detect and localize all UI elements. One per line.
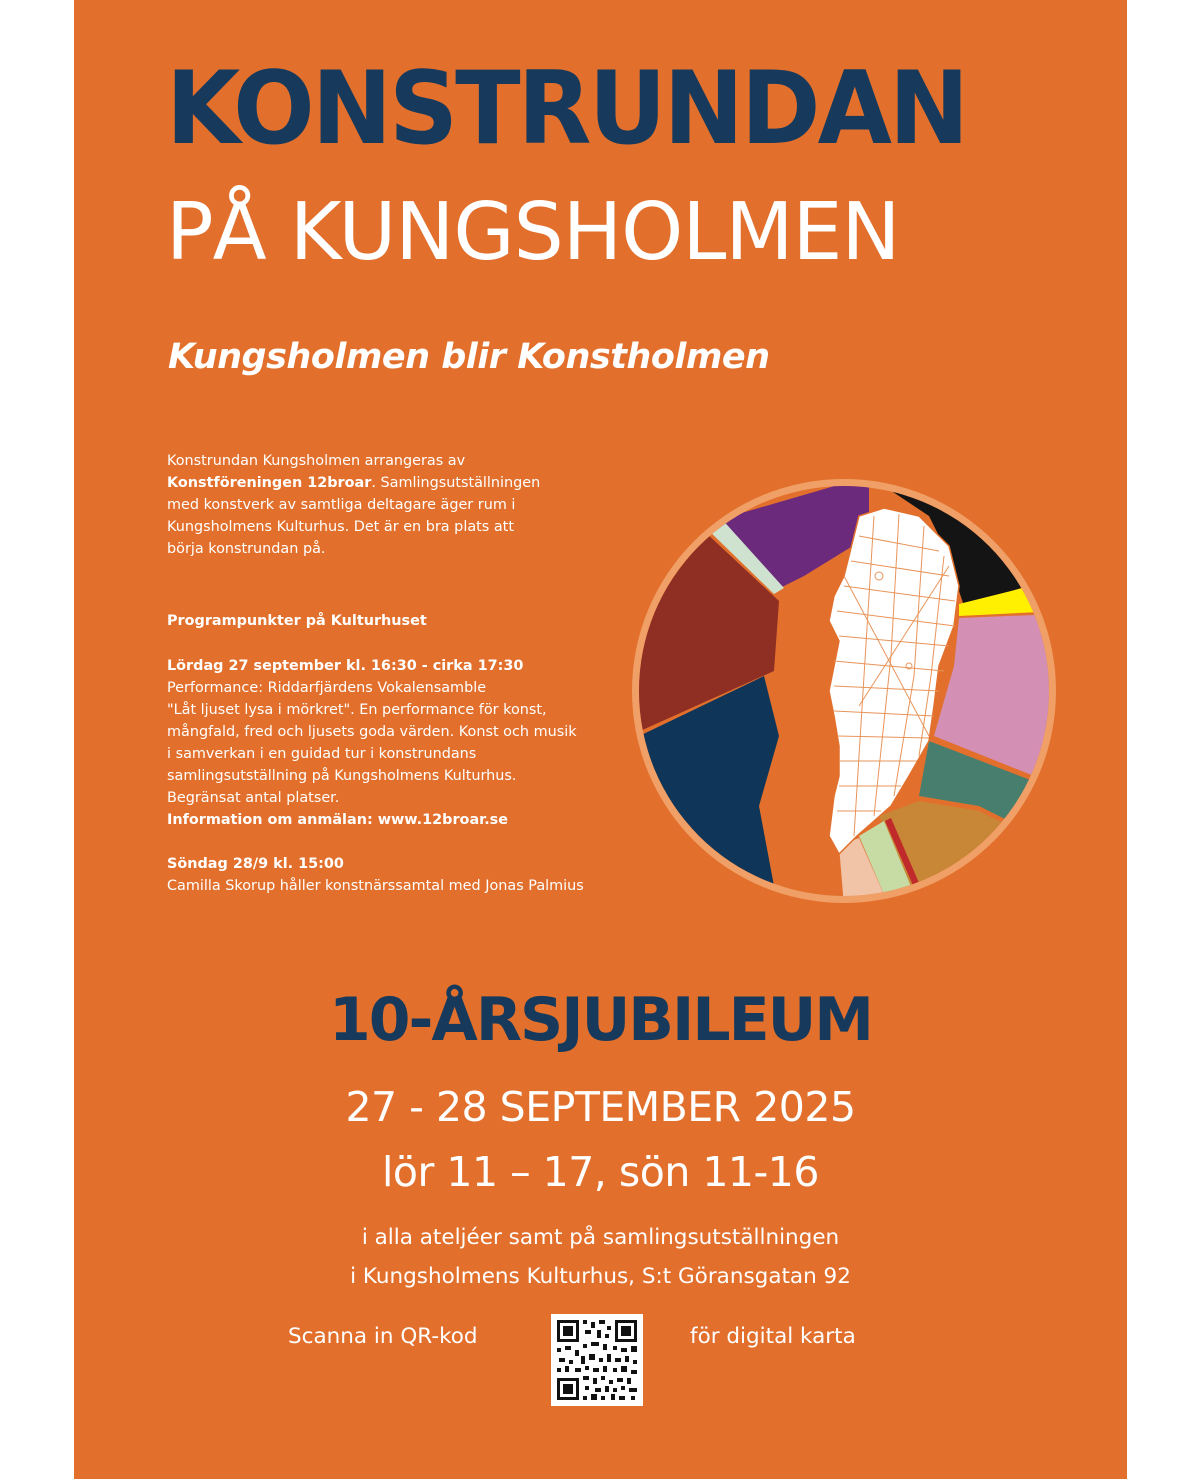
- intro-line: [167, 472, 597, 494]
- jubilee-heading: 10-ÅRSJUBILEUM: [329, 985, 872, 1055]
- venue-line: i Kungsholmens Kulturhus, S:t Göransgatan 92: [350, 1264, 851, 1289]
- qr-instruction: Scanna in QR-kod: [288, 1324, 478, 1349]
- kungsholmen-map-illustration: [629, 476, 1059, 906]
- association-name: Konstföreningen 12broar: [167, 475, 372, 491]
- sunday-program: [167, 853, 667, 897]
- opening-hours: lör 11 – 17, sön 11-16: [382, 1148, 819, 1196]
- event-dates: 27 - 28 SEPTEMBER 2025: [345, 1083, 856, 1131]
- venue-line: i alla ateljéer samt på samlingsutställningen: [361, 1225, 840, 1250]
- subtitle: Kungsholmen blir Konstholmen: [168, 337, 770, 377]
- saturday-line: samlingsutställning på Kungsholmens Kulturhus.: [167, 768, 517, 784]
- program-heading: Programpunkter på Kulturhuset: [167, 613, 427, 629]
- title-sub: PÅ KUNGSHOLMEN: [166, 186, 900, 278]
- qr-code[interactable]: [551, 1314, 643, 1406]
- qr-purpose: för digital karta: [690, 1324, 856, 1349]
- registration-info-link[interactable]: Information om anmälan: www.12broar.se: [167, 812, 508, 828]
- intro-line-rest: . Samlingsutställningen: [371, 475, 541, 491]
- saturday-program: [167, 655, 597, 831]
- poster: [74, 0, 1127, 1479]
- title-main: KONSTRUNDAN: [166, 49, 967, 168]
- saturday-heading: Lördag 27 september kl. 16:30 - cirka 17:30: [167, 658, 524, 674]
- saturday-line: Begränsat antal platser.: [167, 790, 340, 806]
- sunday-heading: Söndag 28/9 kl. 15:00: [167, 856, 344, 872]
- saturday-line: i samverkan i en guidad tur i konstrundans: [167, 746, 477, 762]
- saturday-line: mångfald, fred och ljusets goda värden. Konst och musik: [167, 724, 577, 740]
- sunday-line: Camilla Skorup håller konstnärssamtal med Jonas Palmius: [167, 878, 584, 894]
- saturday-line: Performance: Riddarfjärdens Vokalensamble: [167, 680, 487, 696]
- intro-line: med konstverk av samtliga deltagare äger rum i: [167, 497, 516, 513]
- intro-line: börja konstrundan på.: [167, 541, 326, 557]
- intro-line: Kungsholmens Kulturhus. Det är en bra plats att: [167, 519, 514, 535]
- intro-paragraph: [167, 450, 597, 560]
- intro-line: Konstrundan Kungsholmen arrangeras av: [167, 453, 466, 469]
- qr-code-graphic: [551, 1314, 643, 1406]
- saturday-line: "Låt ljuset lysa i mörkret". En performance för konst,: [167, 702, 547, 718]
- map-circle-graphic: [629, 476, 1059, 906]
